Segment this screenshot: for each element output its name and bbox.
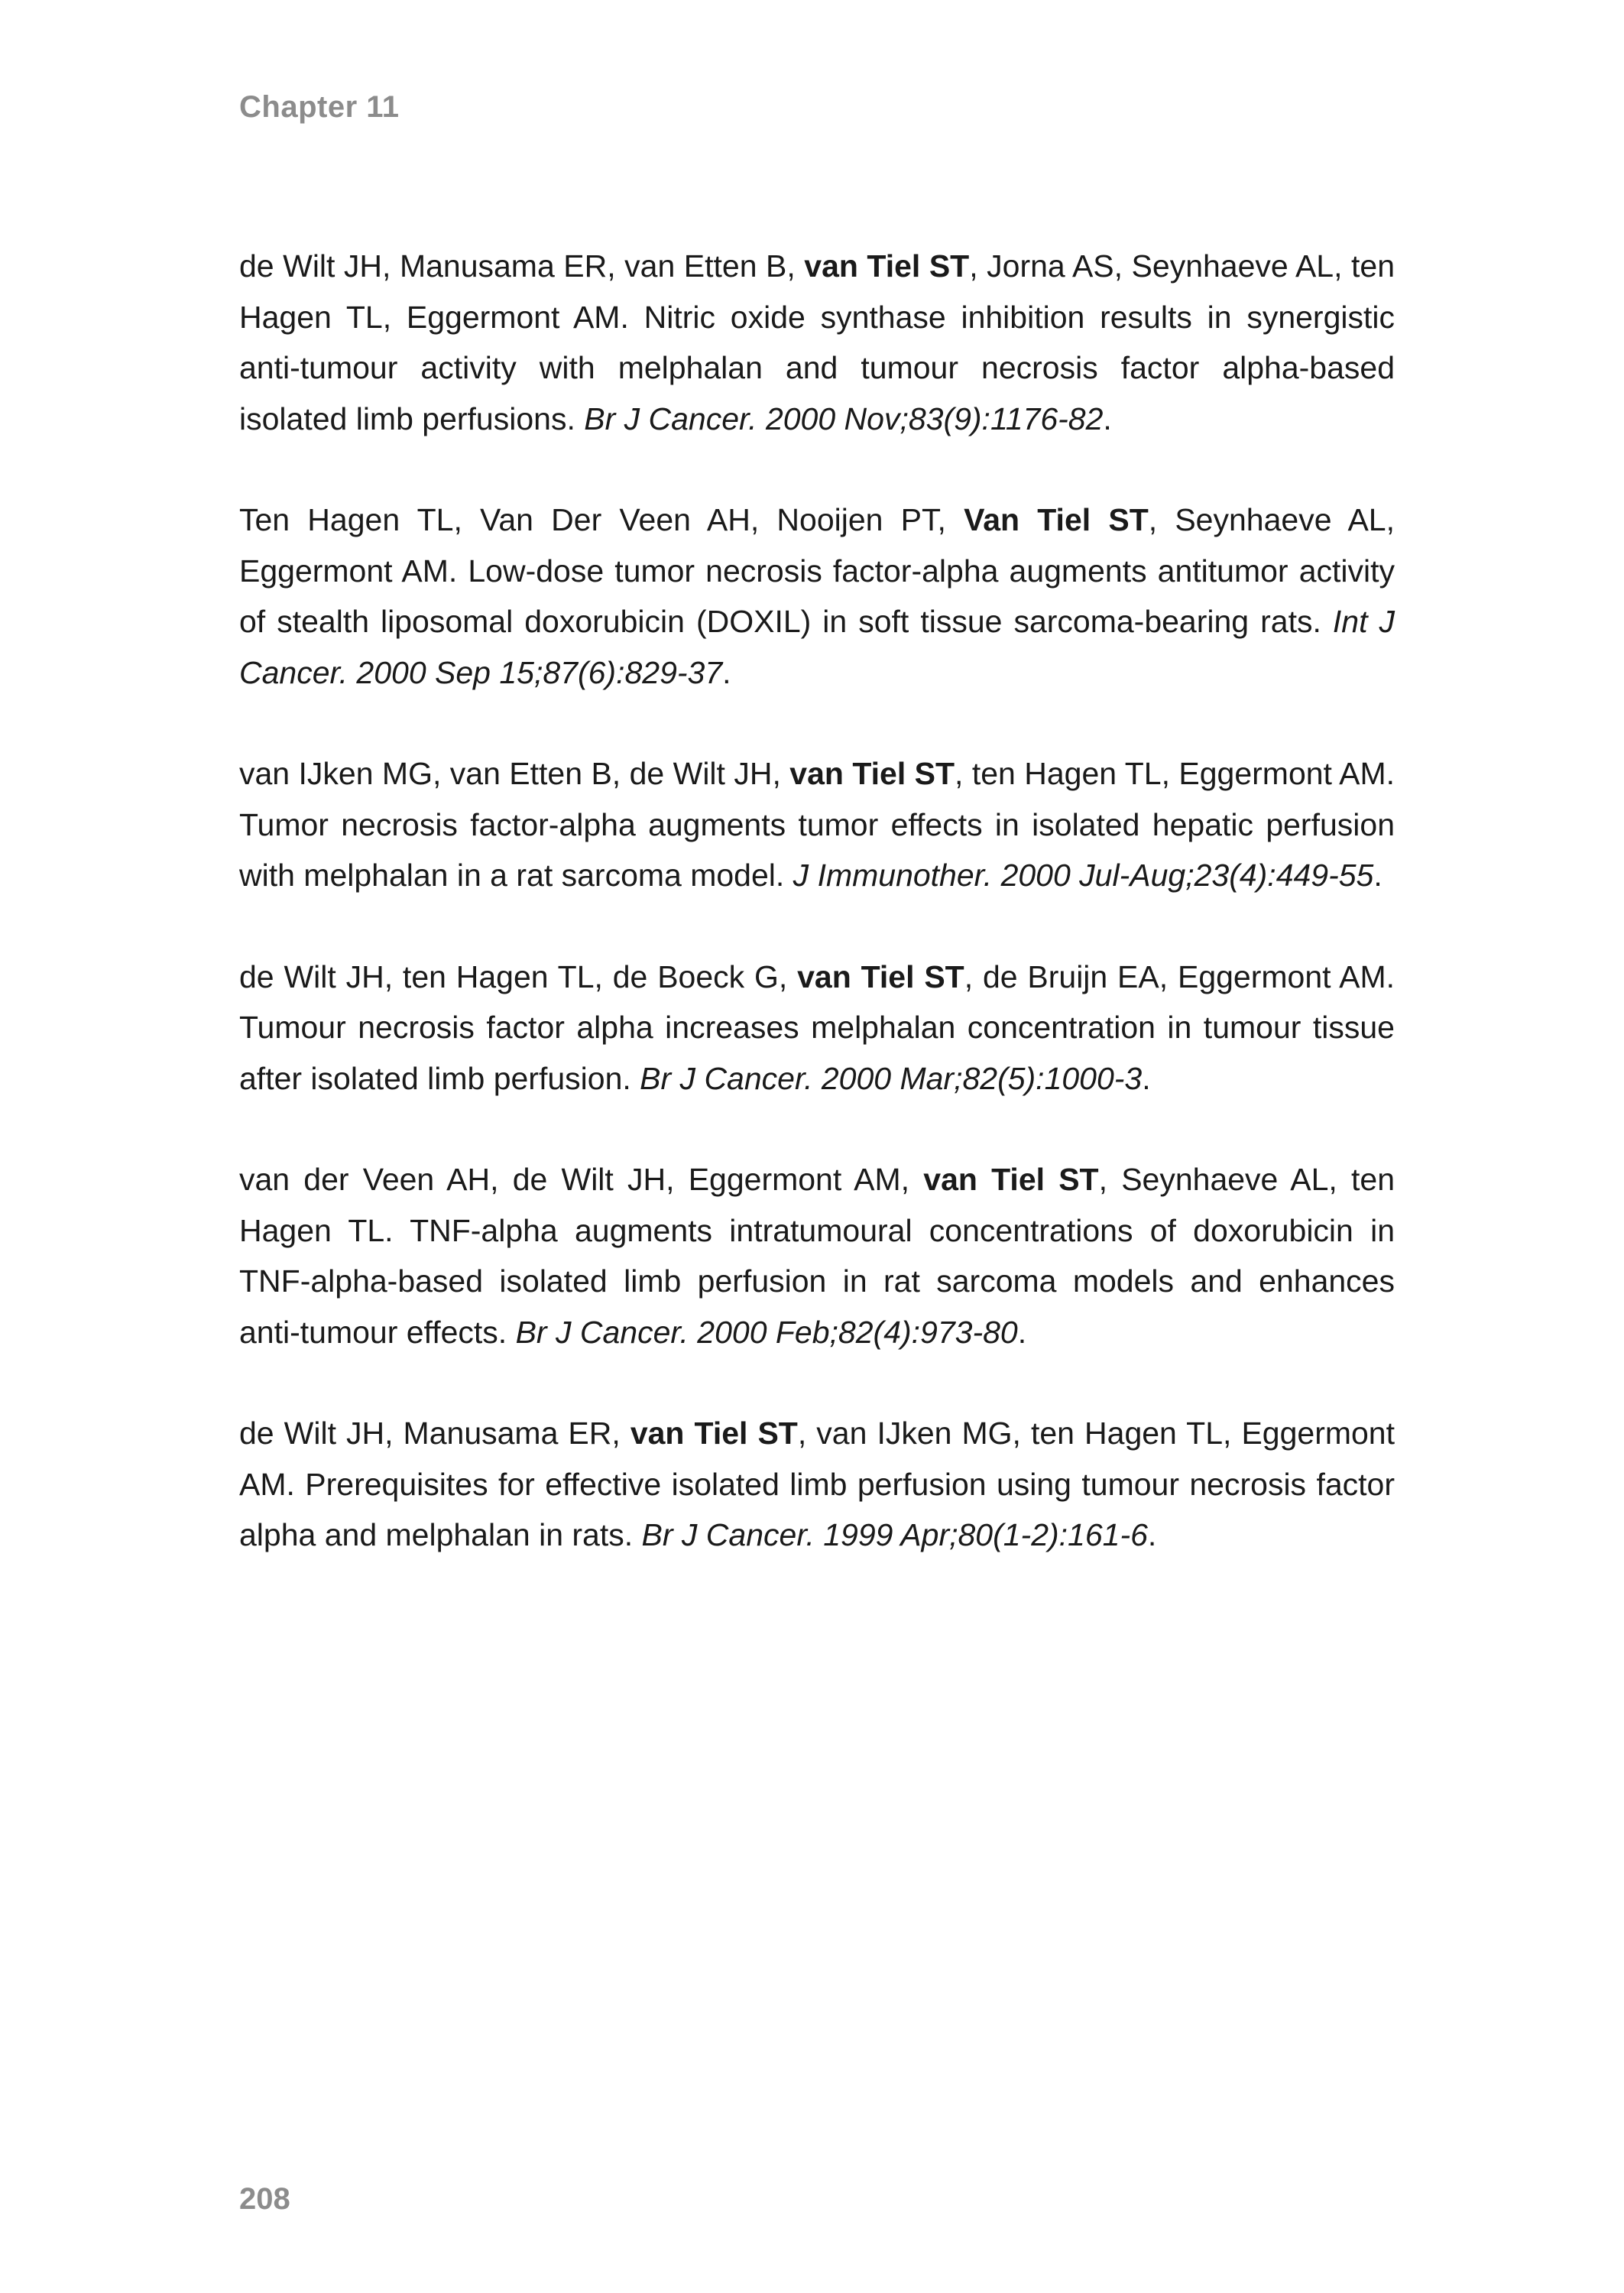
reference-body: , Jorna AS, Seynhaeve AL, ten Hagen TL, Eggermont AM. Nitric oxide synthase inhibition results in synergistic anti-tumour activity with melphalan and tumour necrosis factor alpha-based isolated limb perfusions. bbox=[239, 248, 1395, 436]
highlighted-author: van Tiel ST bbox=[804, 248, 970, 284]
reference-body: , Seynhaeve AL, Eggermont AM. Low-dose tumor necrosis factor-alpha augments antitumor activity of stealth liposomal doxorubicin (DOXIL) in soft tissue sarcoma-bearing rats. bbox=[239, 502, 1395, 639]
reference-item: van IJken MG, van Etten B, de Wilt JH, van Tiel ST, ten Hagen TL, Eggermont AM. Tumor necrosis factor-alpha augments tumor effects in isolated hepatic perfusion with melphalan in a rat sarcoma model. J Immunother. 2000 Jul-Aug;23(4):449-55. bbox=[239, 756, 1395, 893]
chapter-header: Chapter 11 bbox=[239, 90, 400, 124]
reference-body: , de Bruijn EA, Eggermont AM. Tumour necrosis factor alpha increases melphalan concentration in tumour tissue after isolated limb perfusion. bbox=[239, 958, 1395, 1096]
reference-body: , ten Hagen TL, Eggermont AM. Tumor necrosis factor-alpha augments tumor effects in isolated hepatic perfusion with melphalan in a rat sarcoma model. bbox=[239, 756, 1395, 893]
reference-authors: van der Veen AH, de Wilt JH, Eggermont AM, bbox=[239, 1162, 924, 1197]
reference-authors: de Wilt JH, Manusama ER, bbox=[239, 1416, 630, 1451]
page-number: 208 bbox=[239, 2182, 290, 2216]
reference-authors: Ten Hagen TL, Van Der Veen AH, Nooijen PT, bbox=[239, 502, 964, 537]
highlighted-author: van Tiel ST bbox=[630, 1416, 798, 1451]
reference-item: de Wilt JH, Manusama ER, van Etten B, van Tiel ST, Jorna AS, Seynhaeve AL, ten Hagen TL, Eggermont AM. Nitric oxide synthase inhibition results in synergistic anti-tumour activity with melphalan and tumour necrosis factor alpha-based isolated limb perfusions. Br J Cancer. 2000 Nov;83(9):1176-82. bbox=[239, 248, 1395, 436]
highlighted-author: van Tiel ST bbox=[797, 958, 964, 994]
reference-citation: Br J Cancer. 2000 Mar;82(5):1000-3 bbox=[640, 1060, 1143, 1096]
highlighted-author: Van Tiel ST bbox=[964, 502, 1149, 537]
reference-item: van der Veen AH, de Wilt JH, Eggermont AM, van Tiel ST, Seynhaeve AL, ten Hagen TL. TNF-alpha augments intratumoural concentrations of doxorubicin in TNF-alpha-based isolated limb perfusion in rat sarcoma models and enhances anti-tumour effects. Br J Cancer. 2000 Feb;82(4):973-80. bbox=[239, 1162, 1395, 1350]
reference-authors: van IJken MG, van Etten B, de Wilt JH, bbox=[239, 756, 790, 791]
highlighted-author: van Tiel ST bbox=[923, 1162, 1099, 1197]
reference-body: , van IJken MG, ten Hagen TL, Eggermont AM. Prerequisites for effective isolated limb perfusion using tumour necrosis factor alpha and melphalan in rats. bbox=[239, 1416, 1395, 1552]
highlighted-author: van Tiel ST bbox=[789, 756, 955, 791]
reference-list bbox=[239, 241, 1395, 1611]
reference-citation: Br J Cancer. 2000 Nov;83(9):1176-82 bbox=[584, 401, 1104, 436]
reference-citation: Int J Cancer. 2000 Sep 15;87(6):829-37 bbox=[239, 604, 1395, 690]
reference-item: Ten Hagen TL, Van Der Veen AH, Nooijen PT, Van Tiel ST, Seynhaeve AL, Eggermont AM. Low-dose tumor necrosis factor-alpha augments antitumor activity of stealth liposomal doxorubicin (DOXIL) in soft tissue sarcoma-bearing rats. Int J Cancer. 2000 Sep 15;87(6):829-37. bbox=[239, 502, 1395, 690]
reference-body: , Seynhaeve AL, ten Hagen TL. TNF-alpha augments intratumoural concentrations of doxorubicin in TNF-alpha-based isolated limb perfusion in rat sarcoma models and enhances anti-tumour effects. bbox=[239, 1162, 1395, 1350]
reference-item: de Wilt JH, ten Hagen TL, de Boeck G, van Tiel ST, de Bruijn EA, Eggermont AM. Tumour necrosis factor alpha increases melphalan concentration in tumour tissue after isolated limb perfusion. Br J Cancer. 2000 Mar;82(5):1000-3. bbox=[239, 958, 1395, 1096]
reference-citation: Br J Cancer. 2000 Feb;82(4):973-80 bbox=[515, 1314, 1018, 1350]
reference-authors: de Wilt JH, Manusama ER, van Etten B, bbox=[239, 248, 805, 284]
reference-citation: J Immunother. 2000 Jul-Aug;23(4):449-55 bbox=[793, 858, 1374, 893]
reference-authors: de Wilt JH, ten Hagen TL, de Boeck G, bbox=[239, 958, 798, 994]
reference-item: de Wilt JH, Manusama ER, van Tiel ST, van IJken MG, ten Hagen TL, Eggermont AM. Prerequisites for effective isolated limb perfusion using tumour necrosis factor alpha and melphalan in rats. Br J Cancer. 1999 Apr;80(1-2):161-6. bbox=[239, 1416, 1395, 1552]
reference-citation: Br J Cancer. 1999 Apr;80(1-2):161-6 bbox=[641, 1517, 1148, 1552]
